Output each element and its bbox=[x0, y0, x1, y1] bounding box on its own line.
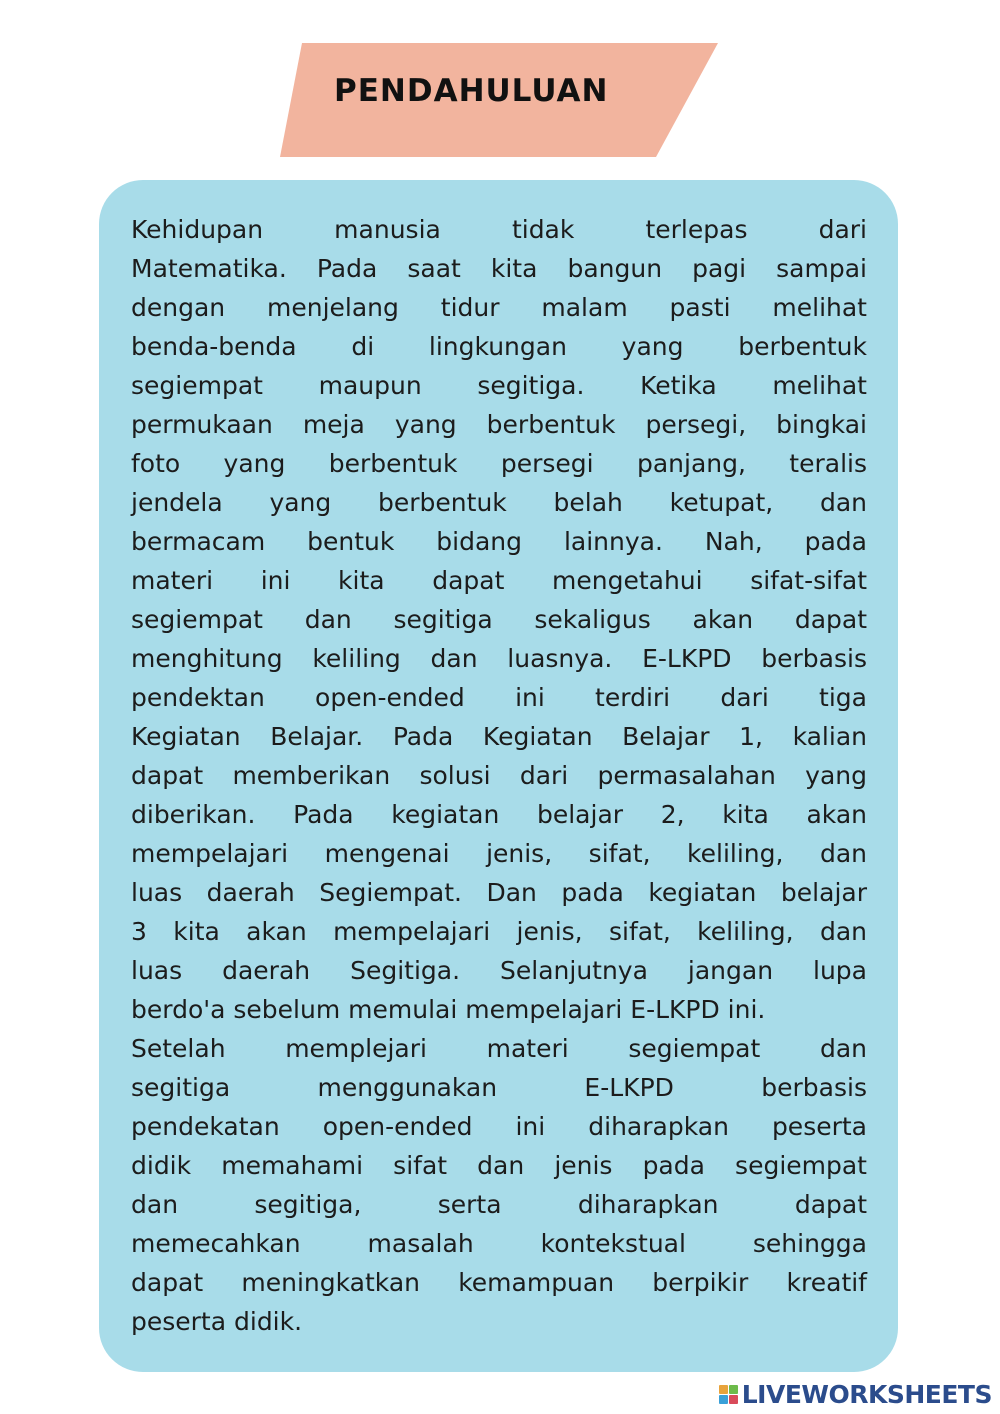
logo-square bbox=[719, 1385, 728, 1394]
paragraph-line: diberikan. Pada kegiatan belajar 2, kita akan bbox=[131, 800, 867, 829]
paragraph-line: permukaan meja yang berbentuk persegi, bingkai bbox=[131, 410, 867, 439]
content-box bbox=[99, 180, 898, 1372]
paragraph-line: pendekatan open-ended ini diharapkan peserta bbox=[131, 1112, 867, 1141]
paragraph-line: benda-benda di lingkungan yang berbentuk bbox=[131, 332, 867, 361]
paragraph-line: memecahkan masalah kontekstual sehingga bbox=[131, 1229, 867, 1258]
paragraph-line: menghitung keliling dan luasnya. E-LKPD berbasis bbox=[131, 644, 867, 673]
page-title: PENDAHULUAN bbox=[334, 73, 609, 109]
paragraph-line: dapat memberikan solusi dari permasalahan yang bbox=[131, 761, 867, 790]
paragraph-line: bermacam bentuk bidang lainnya. Nah, pada bbox=[131, 527, 867, 556]
paragraph-line: Setelah memplejari materi segiempat dan bbox=[131, 1034, 867, 1063]
watermark-text: LIVEWORKSHEETS bbox=[741, 1379, 992, 1409]
paragraph-line: luas daerah Segitiga. Selanjutnya jangan lupa bbox=[131, 956, 867, 985]
paragraph-line: materi ini kita dapat mengetahui sifat-sifat bbox=[131, 566, 867, 595]
paragraph-line: foto yang berbentuk persegi panjang, teralis bbox=[131, 449, 867, 478]
paragraph-line: berdo'a sebelum memulai mempelajari E-LKPD ini. bbox=[131, 995, 766, 1024]
paragraph-line: segitiga menggunakan E-LKPD berbasis bbox=[131, 1073, 867, 1102]
logo-square bbox=[729, 1385, 738, 1394]
liveworksheets-logo-icon bbox=[719, 1385, 738, 1404]
paragraph-line: segiempat dan segitiga sekaligus akan dapat bbox=[131, 605, 867, 634]
paragraph-line: jendela yang berbentuk belah ketupat, dan bbox=[131, 488, 867, 517]
paragraph-line: dapat meningkatkan kemampuan berpikir kreatif bbox=[131, 1268, 867, 1297]
paragraph-line: Kegiatan Belajar. Pada Kegiatan Belajar 1, kalian bbox=[131, 722, 867, 751]
logo-square bbox=[719, 1395, 728, 1404]
paragraph-line: didik memahami sifat dan jenis pada segiempat bbox=[131, 1151, 867, 1180]
paragraph-line: Kehidupan manusia tidak terlepas dari bbox=[131, 215, 867, 244]
intro-paragraph bbox=[131, 210, 867, 1341]
paragraph-line: segiempat maupun segitiga. Ketika melihat bbox=[131, 371, 867, 400]
header-banner bbox=[280, 43, 720, 157]
paragraph-line: Matematika. Pada saat kita bangun pagi sampai bbox=[131, 254, 867, 283]
paragraph-line: pendektan open-ended ini terdiri dari tiga bbox=[131, 683, 867, 712]
paragraph-line: luas daerah Segiempat. Dan pada kegiatan belajar bbox=[131, 878, 867, 907]
paragraph-line: mempelajari mengenai jenis, sifat, keliling, dan bbox=[131, 839, 867, 868]
paragraph-line: 3 kita akan mempelajari jenis, sifat, keliling, dan bbox=[131, 917, 867, 946]
paragraph-line: dan segitiga, serta diharapkan dapat bbox=[131, 1190, 867, 1219]
paragraph-line: peserta didik. bbox=[131, 1307, 303, 1336]
paragraph-line: dengan menjelang tidur malam pasti melihat bbox=[131, 293, 867, 322]
logo-square bbox=[729, 1395, 738, 1404]
liveworksheets-watermark[interactable] bbox=[719, 1378, 992, 1410]
